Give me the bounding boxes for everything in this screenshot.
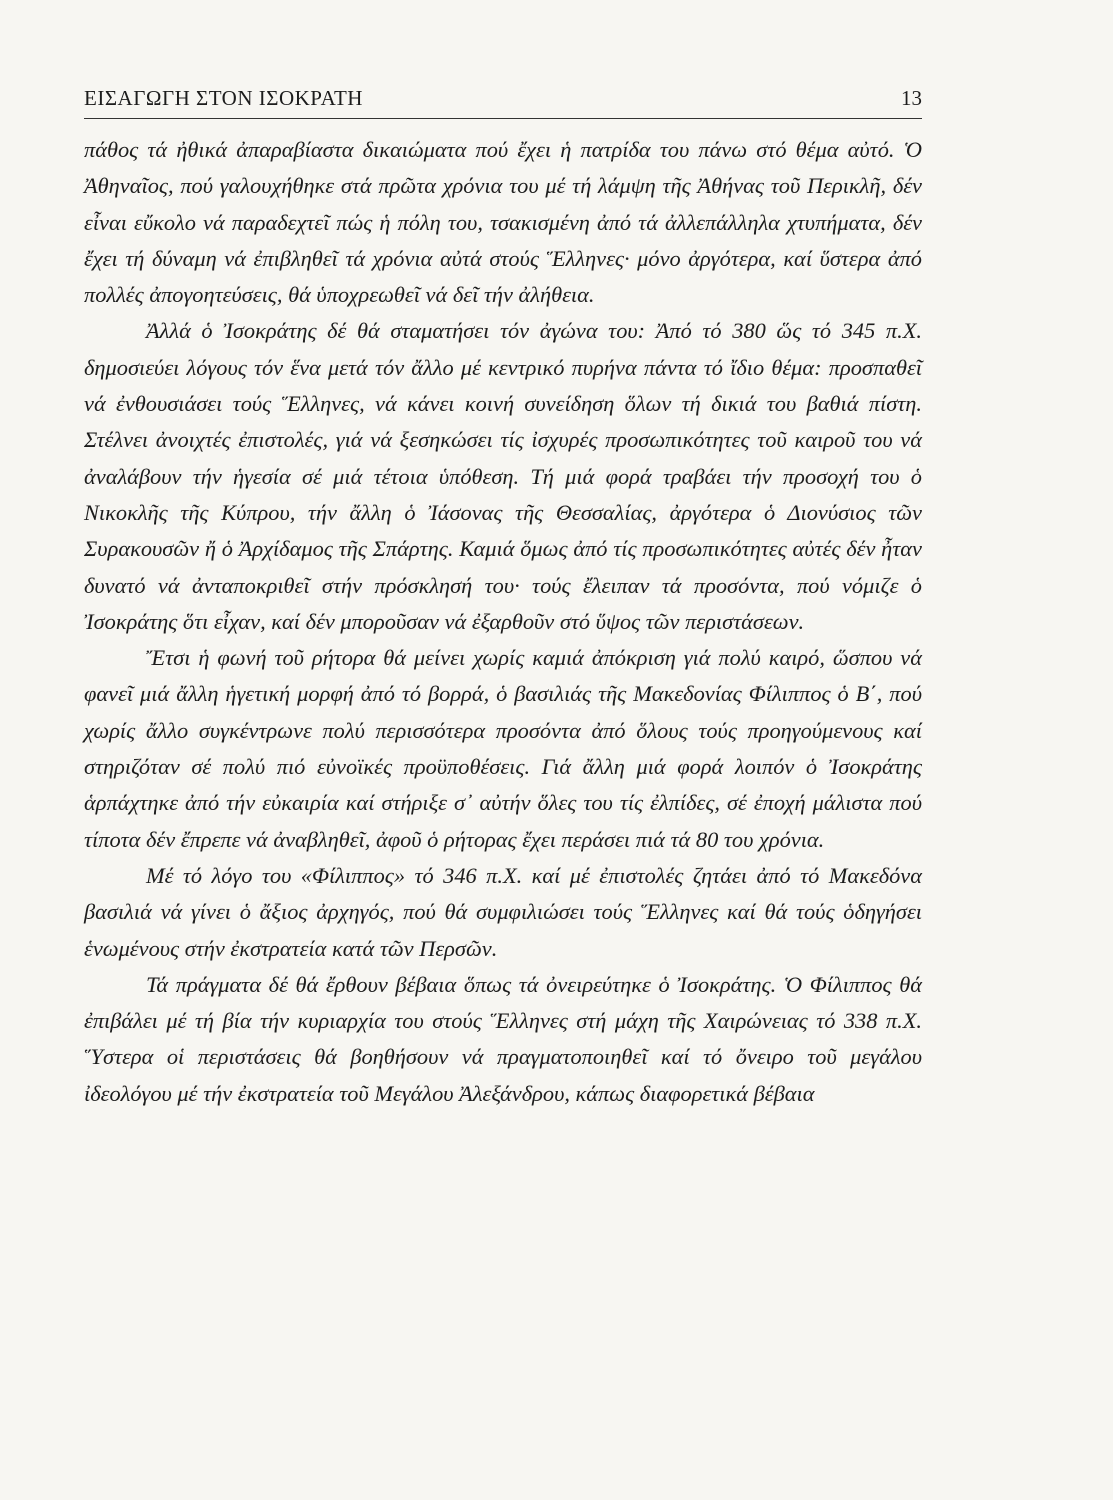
paragraph-3: Ἔτσι ἡ φωνή τοῦ ρήτορα θά μείνει χωρίς καμιά ἀπόκριση γιά πολύ καιρό, ὥσπου νά φανεῖ μιά ἄλλη ἡγετική μορφή ἀπό τό βορρά, ὁ βασιλιάς τῆς Μακεδονίας Φίλιππος ὁ Β΄, πού χωρίς ἄλλο συγκέντρωνε πολύ περισσότερα προσόντα ἀπό ὅλους τούς προηγούμενους καί στηριζόταν σέ πολύ πιό εὐνοϊκές προϋποθέσεις. Γιά ἄλλη μιά φορά λοιπόν ὁ Ἰσοκράτης ἁρπάχτηκε ἀπό τήν εὐκαιρία καί στήριξε σ᾽ αὐτήν ὅλες του τίς ἐλπίδες, σέ ἐποχή μάλιστα πού τίποτα δέν ἔπρεπε νά ἀναβληθεῖ, ἀφοῦ ὁ ρήτορας ἔχει περάσει πιά τά 80 του χρόνια. [84,645,922,852]
paragraph-1: πάθος τά ἠθικά ἀπαραβίαστα δικαιώματα πού ἔχει ἡ πατρίδα του πάνω στό θέμα αὐτό. Ὁ Ἀθηναῖος, πού γαλουχήθηκε στά πρῶτα χρόνια του μέ τή λάμψη τῆς Ἀθήνας τοῦ Περικλῆ, δέν εἶναι εὔκολο νά παραδεχτεῖ πώς ἡ πόλη του, τσακισμένη ἀπό τά ἀλλεπάλληλα χτυπήματα, δέν ἔχει τή δύναμη νά ἐπιβληθεῖ τά χρόνια αὐτά στούς Ἕλληνες· μόνο ἀργότερα, καί ὕστερα ἀπό πολλές ἀπογοητεύσεις, θά ὑποχρεωθεῖ νά δεῖ τήν ἀλήθεια. [84,137,922,308]
running-header [84,86,922,119]
running-title: ΕΙΣΑΓΩΓΗ ΣΤΟΝ ΙΣΟΚΡΑΤΗ [84,86,363,110]
paragraph-5: Τά πράγματα δέ θά ἔρθουν βέβαια ὅπως τά ὀνειρεύτηκε ὁ Ἰσοκράτης. Ὁ Φίλιππος θά ἐπιβάλει μέ τή βία τήν κυριαρχία του στούς Ἕλληνες στή μάχη τῆς Χαιρώνειας τό 338 π.Χ. Ὕστερα οἱ περιστάσεις θά βοηθήσουν νά πραγματοποιηθεῖ καί τό ὄνειρο τοῦ μεγάλου ἰδεολόγου μέ τήν ἐκστρατεία τοῦ Μεγάλου Ἀλεξάνδρου, κάπως διαφορετικά βέβαια [84,971,922,1106]
paragraph-2: Ἀλλά ὁ Ἰσοκράτης δέ θά σταματήσει τόν ἀγώνα του: Ἀπό τό 380 ὥς τό 345 π.Χ. δημοσιεύει λόγους τόν ἕνα μετά τόν ἄλλο μέ κεντρικό πυρήνα πάντα τό ἴδιο θέμα: προσπαθεῖ νά ἐνθουσιάσει τούς Ἕλληνες, νά κάνει κοινή συνείδηση ὅλων τή δικιά του βαθιά πίστη. Στέλνει ἀνοιχτές ἐπιστολές, γιά νά ξεσηκώσει τίς ἰσχυρές προσωπικότητες τοῦ καιροῦ του νά ἀναλάβουν τήν ἡγεσία σέ μιά τέτοια ὑπόθεση. Τή μιά φορά τραβάει τήν προσοχή του ὁ Νικοκλῆς τῆς Κύπρου, τήν ἄλλη ὁ Ἰάσονας τῆς Θεσσαλίας, ἀργότερα ὁ Διονύσιος τῶν Συρακουσῶν ἤ ὁ Ἀρχίδαμος τῆς Σπάρτης. Καμιά ὅμως ἀπό τίς προσωπικότητες αὐτές δέν ἦταν δυνατό νά ἀνταποκριθεῖ στήν πρόσκλησή του· τούς ἔλειπαν τά προσόντα, πού νόμιζε ὁ Ἰσοκράτης ὅτι εἶχαν, καί δέν μποροῦσαν νά ἐξαρθοῦν στό ὕψος τῶν περιστάσεων. [84,318,922,634]
page-number: 13 [901,86,922,110]
paragraph-4: Μέ τό λόγο του «Φίλιππος» τό 346 π.Χ. καί μέ ἐπιστολές ζητάει ἀπό τό Μακεδόνα βασιλιά νά γίνει ὁ ἄξιος ἀρχηγός, πού θά συμφιλιώσει τούς Ἕλληνες καί θά τούς ὁδηγήσει ἑνωμένους στήν ἐκστρατεία κατά τῶν Περσῶν. [84,862,922,961]
body-text [84,132,922,1112]
